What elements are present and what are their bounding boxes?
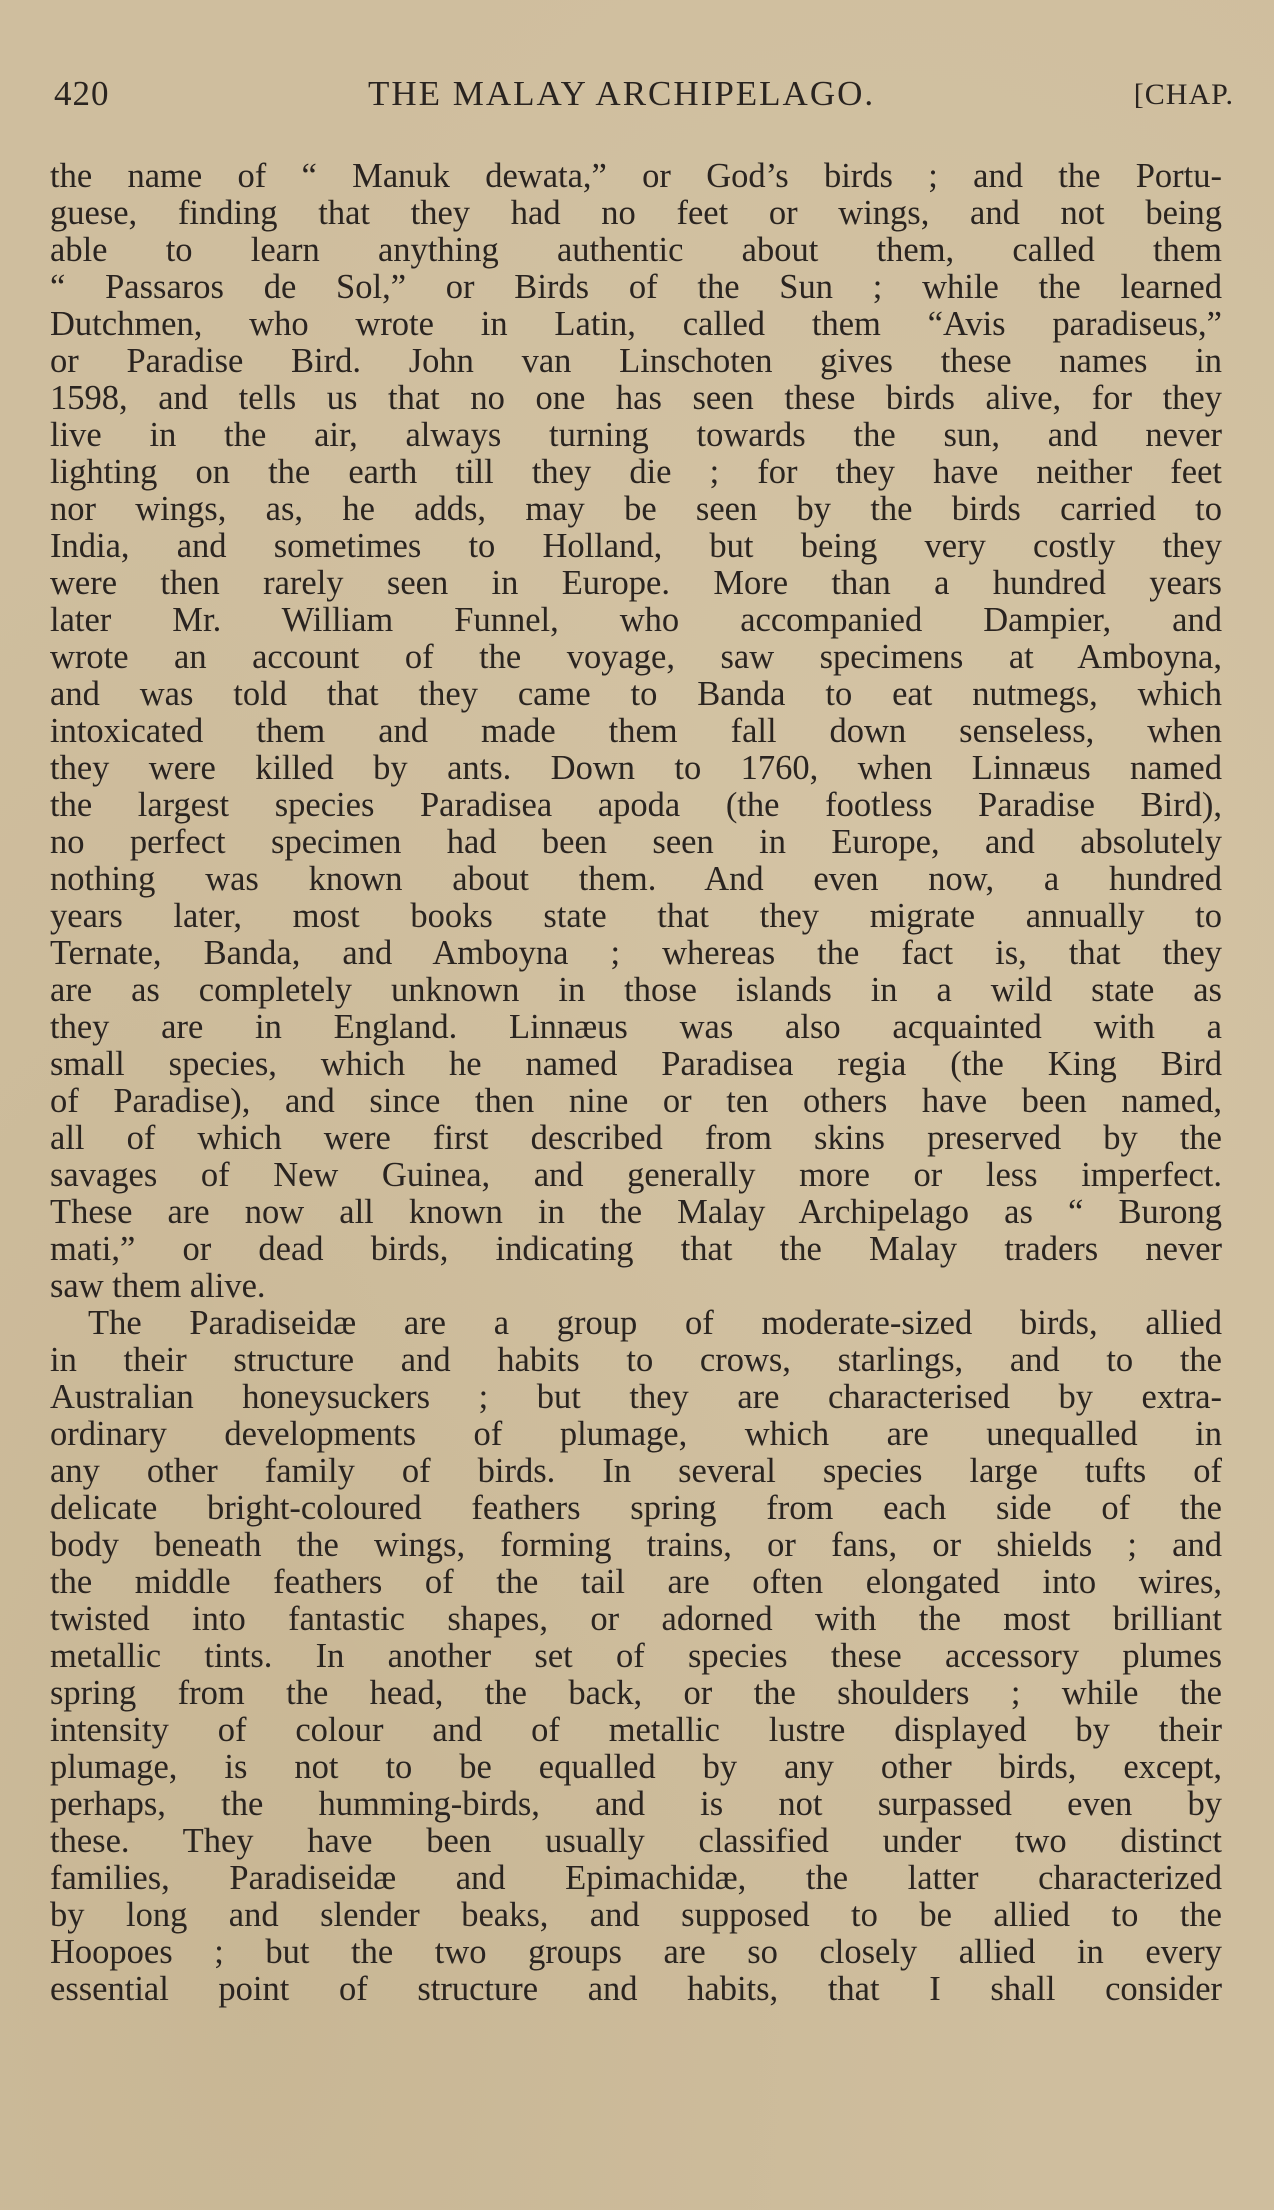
text-line: plumage, is not to be equalled by any other birds, except, — [50, 1749, 1222, 1786]
text-line: are as completely unknown in those islands in a wild state as — [50, 972, 1222, 1009]
text-line: ordinary developments of plumage, which are unequalled in — [50, 1416, 1222, 1453]
text-line: “ Passaros de Sol,” or Birds of the Sun ; while the learned — [50, 269, 1222, 306]
text-line: Hoopoes ; but the two groups are so closely allied in every — [50, 1934, 1222, 1971]
text-line: the largest species Paradisea apoda (the footless Paradise Bird), — [50, 787, 1222, 824]
paragraph — [50, 1305, 1222, 2008]
text-line: The Paradiseidæ are a group of moderate-sized birds, allied — [88, 1305, 1222, 1342]
text-line: mati,” or dead birds, indicating that the Malay traders never — [50, 1231, 1222, 1268]
text-line: and was told that they came to Banda to eat nutmegs, which — [50, 676, 1222, 713]
text-line: by long and slender beaks, and supposed to be allied to the — [50, 1897, 1222, 1934]
paragraph — [50, 158, 1222, 1305]
text-line: spring from the head, the back, or the shoulders ; while the — [50, 1675, 1222, 1712]
text-line: families, Paradiseidæ and Epimachidæ, the latter characterized — [50, 1860, 1222, 1897]
text-line: These are now all known in the Malay Archipelago as “ Burong — [50, 1194, 1222, 1231]
text-line: essential point of structure and habits, that I shall consider — [50, 1971, 1222, 2008]
text-line: Ternate, Banda, and Amboyna ; whereas the fact is, that they — [50, 935, 1222, 972]
running-title: THE MALAY ARCHIPELAGO. — [368, 74, 876, 113]
chapter-mark: [CHAP. — [1133, 78, 1234, 111]
text-line: lighting on the earth till they die ; for they have neither feet — [50, 454, 1222, 491]
text-line: metallic tints. In another set of species these accessory plumes — [50, 1638, 1222, 1675]
page-number: 420 — [54, 74, 110, 113]
text-line: were then rarely seen in Europe. More than a hundred years — [50, 565, 1222, 602]
text-line: Dutchmen, who wrote in Latin, called them “Avis paradiseus,” — [50, 306, 1222, 343]
text-line: years later, most books state that they migrate annually to — [50, 898, 1222, 935]
text-line: perhaps, the humming-birds, and is not surpassed even by — [50, 1786, 1222, 1823]
text-line: live in the air, always turning towards the sun, and never — [50, 417, 1222, 454]
body-text — [50, 158, 1222, 2008]
text-line: the middle feathers of the tail are often elongated into wires, — [50, 1564, 1222, 1601]
text-line: guese, finding that they had no feet or wings, and not being — [50, 195, 1222, 232]
page-header — [54, 74, 1234, 124]
text-line: able to learn anything authentic about them, called them — [50, 232, 1222, 269]
text-line: intoxicated them and made them fall down senseless, when — [50, 713, 1222, 750]
text-line: they were killed by ants. Down to 1760, when Linnæus named — [50, 750, 1222, 787]
text-line: nor wings, as, he adds, may be seen by the birds carried to — [50, 491, 1222, 528]
text-line: all of which were first described from skins preserved by the — [50, 1120, 1222, 1157]
text-line: body beneath the wings, forming trains, or fans, or shields ; and — [50, 1527, 1222, 1564]
text-line: twisted into fantastic shapes, or adorned with the most brilliant — [50, 1601, 1222, 1638]
text-line: Australian honeysuckers ; but they are characterised by extra- — [50, 1379, 1222, 1416]
text-line: savages of New Guinea, and generally more or less imperfect. — [50, 1157, 1222, 1194]
text-line: or Paradise Bird. John van Linschoten gives these names in — [50, 343, 1222, 380]
text-line: they are in England. Linnæus was also acquainted with a — [50, 1009, 1222, 1046]
text-line: no perfect specimen had been seen in Europe, and absolutely — [50, 824, 1222, 861]
text-line: small species, which he named Paradisea regia (the King Bird — [50, 1046, 1222, 1083]
text-line: the name of “ Manuk dewata,” or God’s birds ; and the Portu- — [50, 158, 1222, 195]
text-line: any other family of birds. In several species large tufts of — [50, 1453, 1222, 1490]
text-line: intensity of colour and of metallic lustre displayed by their — [50, 1712, 1222, 1749]
text-line: saw them alive. — [50, 1268, 266, 1305]
text-line: delicate bright-coloured feathers spring from each side of the — [50, 1490, 1222, 1527]
text-line: of Paradise), and since then nine or ten others have been named, — [50, 1083, 1222, 1120]
text-line: these. They have been usually classified under two distinct — [50, 1823, 1222, 1860]
text-line: nothing was known about them. And even now, a hundred — [50, 861, 1222, 898]
text-line: in their structure and habits to crows, starlings, and to the — [50, 1342, 1222, 1379]
text-line: later Mr. William Funnel, who accompanied Dampier, and — [50, 602, 1222, 639]
text-line: wrote an account of the voyage, saw specimens at Amboyna, — [50, 639, 1222, 676]
text-line: India, and sometimes to Holland, but being very costly they — [50, 528, 1222, 565]
text-line: 1598, and tells us that no one has seen these birds alive, for they — [50, 380, 1222, 417]
